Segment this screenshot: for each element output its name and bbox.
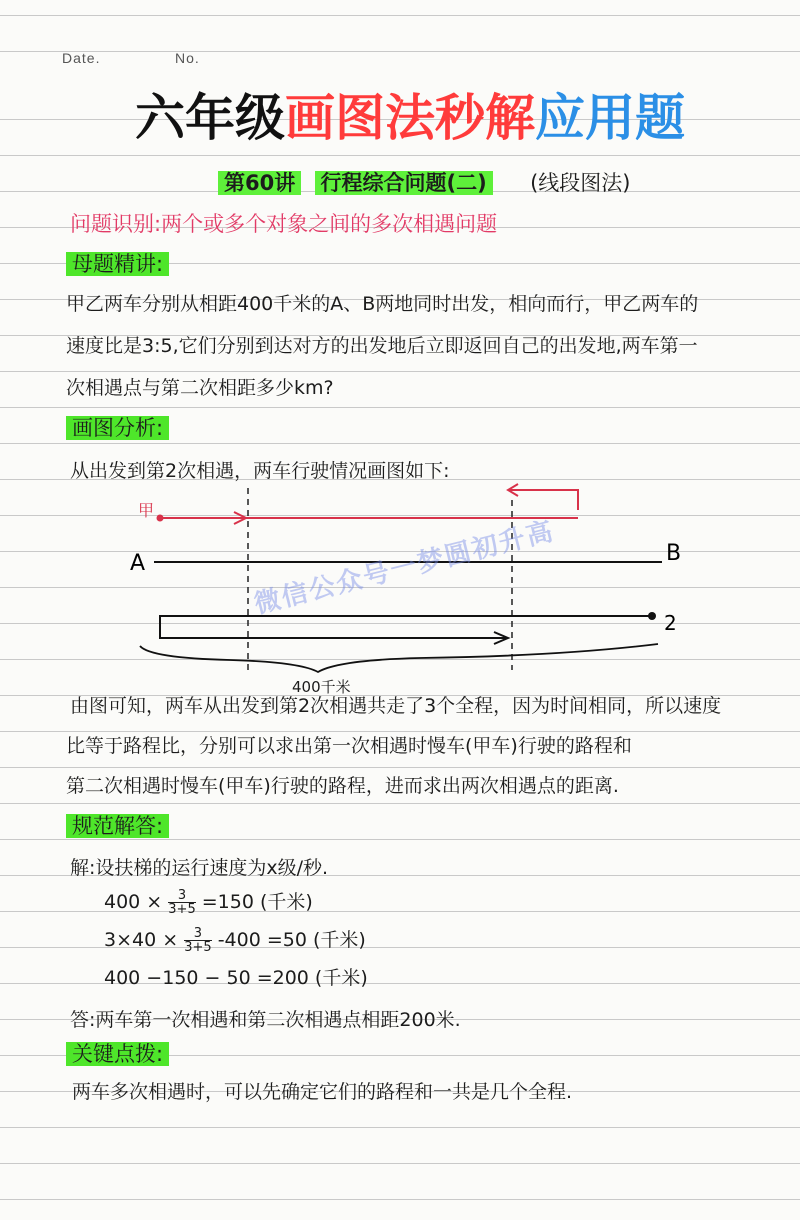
distance-brace [140, 644, 658, 672]
equation-3: 400 −150 − 50 =200 (千米) [104, 967, 368, 989]
lecture-number: 第60讲 [218, 171, 301, 195]
jia-return-path [508, 490, 578, 510]
example-line-3: 次相遇点与第二次相距多少km? [66, 377, 334, 399]
yi-path [160, 616, 652, 638]
lecture-subtitle [218, 168, 630, 198]
equation-1: 400 × $\frac{3}{3+5}$ =150 (千米) [104, 888, 313, 917]
explanation-line-1: 由图可知，两车从出发到第2次相遇共走了3个全程，因为时间相同，所以速度 [70, 695, 722, 717]
distance-label: 400千米 [292, 678, 351, 696]
page-title [135, 88, 685, 148]
answer-line: 答:两车第一次相遇和第二次相遇点相距200米. [70, 1009, 461, 1031]
example-label: 母题精讲: [66, 250, 169, 278]
analysis-intro: 从出发到第2次相遇，两车行驶情况画图如下: [70, 460, 450, 482]
title-grade: 六年级 [135, 89, 285, 147]
equation-2: 3×40 × $\frac{3}{3+5}$ -400 =50 (千米) [104, 926, 366, 955]
point-a-label: A [130, 551, 146, 576]
equation-2-fraction: $\frac{3}{3+5}$ [184, 926, 212, 955]
explanation-line-2: 比等于路程比，分别可以求出第一次相遇时慢车(甲车)行驶的路程和 [66, 735, 632, 757]
date-label: Date. [62, 50, 101, 66]
yi-label: 2 [664, 611, 677, 635]
title-method: 画图法秒解 [285, 89, 535, 147]
analysis-label: 画图分析: [66, 414, 169, 442]
watermark: 微信公众号一梦圆初升高 [251, 516, 558, 620]
identify-label: 问题识别: [70, 212, 162, 236]
jia-label: 甲 [138, 501, 155, 520]
solution-intro: 解:设扶梯的运行速度为x级/秒. [70, 857, 329, 879]
lecture-method: (线段图法) [530, 171, 631, 195]
solution-label: 规范解答: [66, 812, 169, 840]
explanation-line-3: 第二次相遇时慢车(甲车)行驶的路程，进而求出两次相遇点的距离. [66, 775, 619, 797]
example-line-1: 甲乙两车分别从相距400千米的A、B两地同时出发，相向而行，甲乙两车的 [66, 293, 699, 315]
keypoint-label: 关键点拨: [66, 1040, 169, 1068]
point-b-label: B [666, 541, 682, 566]
title-topic: 应用题 [535, 89, 685, 147]
lecture-topic: 行程综合问题(二) [315, 171, 493, 195]
identify-text: 两个或多个对象之间的多次相遇问题 [161, 212, 498, 236]
equation-1-fraction: $\frac{3}{3+5}$ [168, 888, 196, 917]
problem-identify [70, 210, 497, 238]
keypoint-text: 两车多次相遇时，可以先确定它们的路程和一共是几个全程. [72, 1081, 573, 1103]
number-label: No. [175, 50, 200, 66]
example-line-2: 速度比是3:5,它们分别到达对方的出发地后立即返回自己的出发地,两车第一 [66, 335, 698, 357]
